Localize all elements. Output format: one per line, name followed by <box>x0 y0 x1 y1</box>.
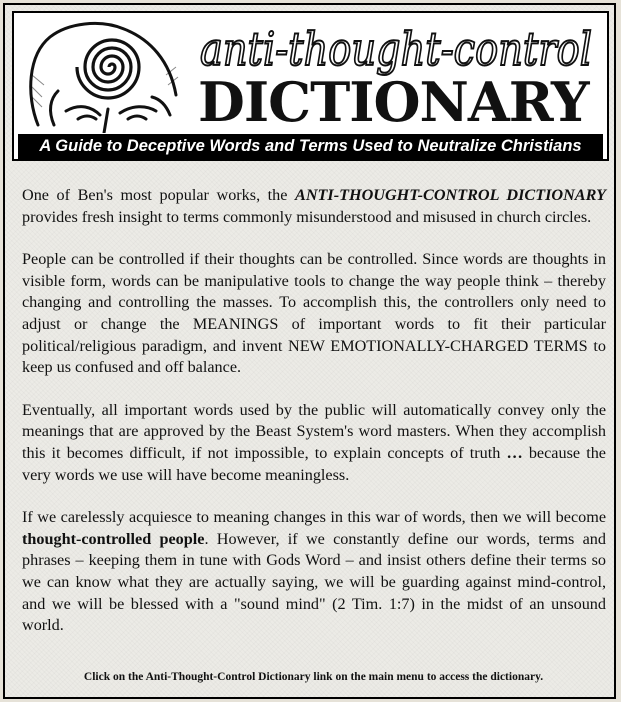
intro-text: One of Ben's most popular works, the <box>22 186 296 204</box>
script-title-text: anti-thought-control <box>200 22 592 76</box>
banner-subtitle: A Guide to Deceptive Words and Terms Used to Neutralize Christians <box>18 134 603 159</box>
footer-note: Click on the Anti-Thought-Control Dictionary link on the main menu to access the dictionary. <box>83 671 544 683</box>
page-frame <box>3 3 616 699</box>
article-body <box>22 185 606 637</box>
banner <box>12 11 609 161</box>
para4-text-end: . However, if we constantly define our words, terms and phrases – keeping them in tune with Gods Word – and insist others define their terms so we can know what they are actually saying, we will be guarding against mind-control, and we will be blessed with a "sound mind" (2 Tim. 1:7) in the midst of an unsound world. <box>22 529 606 635</box>
thought-controlled-emphasis: thought-controlled people <box>22 529 205 548</box>
ellipsis: … <box>506 443 523 462</box>
intro-text-end: provides fresh insight to terms commonly misunderstood and misused in church circles. <box>22 207 592 226</box>
paragraph-acquiesce <box>22 507 606 637</box>
para3-text: Eventually, all important words used by the public will automatically convey only the meanings that are approved by the Beast System's word masters. When they accomplish this it becomes difficult, if not impossible, to explain concepts of truth <box>22 400 606 462</box>
banner-title: DICTIONARY <box>198 70 589 134</box>
dictionary-title: ANTI-THOUGHT-CONTROL DICTIONARY <box>295 186 606 204</box>
face-illustration <box>20 15 180 133</box>
para4-text: If we carelessly acquiesce to meaning changes in this war of words, then we will become <box>22 508 606 527</box>
para3-text-end: because the very words we use will have become meaningless. <box>22 443 606 484</box>
paragraph-control: People can be controlled if their thoughts can be controlled. Since words are thoughts in visible form, words can be manipulative tools to change the way people think – thereby changing and controlling the masses. To accomplish this, the controllers only need to adjust or change the MEANINGS of important words to fit their particular political/religious paradigm, and invent NEW EMOTIONALLY-CHARGED TERMS to keep us confused and off balance. <box>22 250 606 377</box>
paragraph-eventually <box>22 400 606 486</box>
intro-paragraph <box>22 185 606 228</box>
